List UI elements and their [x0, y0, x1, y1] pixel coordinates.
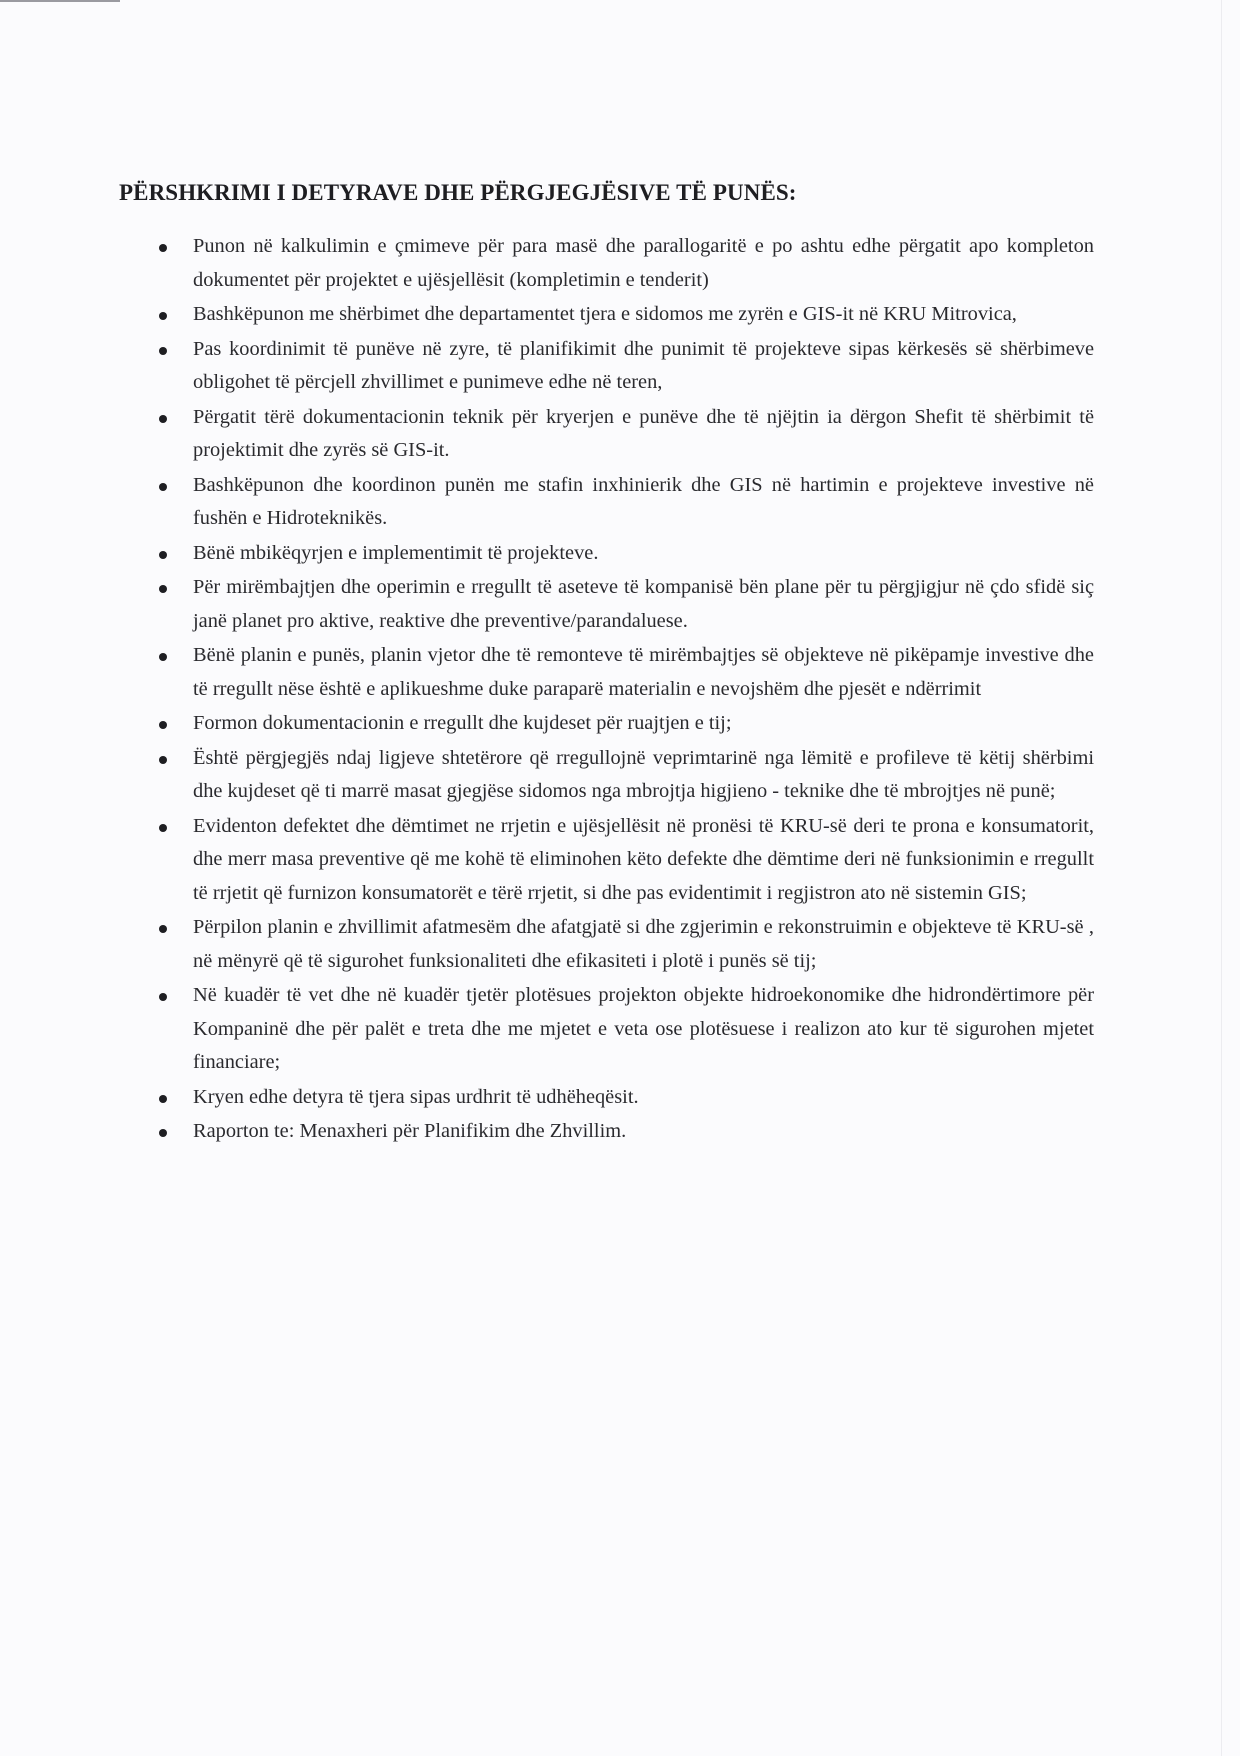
list-item-text: Është përgjegjës ndaj ligjeve shtetërore që rregullojnë veprimtarinë nga lëmitë e profileve të këtij shërbimi dhe kujdeset që ti marrë masat gjegjëse sidomos nga mbrojtja higjieno - teknike dhe të mbrojtjes në punë; [193, 746, 1094, 802]
section-heading: PËRSHKRIMI I DETYRAVE DHE PËRGJEGJËSIVE TË PUNËS: [119, 180, 797, 205]
list-item-text: Kryen edhe detyra të tjera sipas urdhrit të udhëheqësit. [193, 1085, 639, 1108]
bullet-icon [159, 1095, 167, 1103]
bullet-icon [159, 347, 167, 355]
list-item [119, 401, 1094, 468]
list-item-text: Përgatit tërë dokumentacionin teknik për kryerjen e punëve dhe të njëjtin ia dërgon Shefit të shërbimit të projektimit dhe zyrës së GIS-it. [193, 405, 1094, 461]
list-item [119, 1081, 1094, 1115]
bullet-icon [159, 312, 167, 320]
bullet-icon [159, 653, 167, 661]
list-item-text: Në kuadër të vet dhe në kuadër tjetër plotësues projekton objekte hidroekonomike dhe hidrondërtimore për Kompaninë dhe për palët e treta dhe me mjetet e veta ose plotësuese i realizon ato kur të sigurohen mjetet financiare; [193, 984, 1094, 1073]
list-item [119, 333, 1094, 400]
list-item [119, 537, 1094, 571]
bullet-icon [159, 824, 167, 832]
list-item-text: Bënë planin e punës, planin vjetor dhe të remonteve të mirëmbajtjes së objekteve në pikëpamje investive dhe të rregullt nëse është e aplikueshme duke paraparë materialin e nevojshëm dhe pjesët e ndërrimit [193, 644, 1094, 700]
bullet-icon [159, 244, 167, 252]
scan-edge-mark [0, 0, 120, 2]
bullet-icon [159, 756, 167, 764]
list-item-text: Formon dokumentacionin e rregullt dhe kujdeset për ruajtjen e tij; [193, 712, 732, 734]
list-item-text: Punon në kalkulimin e çmimeve për para masë dhe parallogaritë e po ashtu edhe përgatit apo kompleton dokumentet për projektet e ujësjellësit (kompletimin e tenderit) [193, 235, 1094, 291]
list-item [119, 298, 1094, 332]
scan-right-edge [1221, 0, 1222, 1756]
bullet-icon [159, 721, 167, 729]
list-item-text: Evidenton defektet dhe dëmtimet ne rrjetin e ujësjellësit në pronësi të KRU-së deri te prona e konsumatorit, dhe merr masa preventive që me kohë të eliminohen këto defekte dhe dëmtime deri në funksionimin e rregullt të rrjetit që furnizon konsumatorët e tërë rrjetit, si dhe pas evidentimit i regjistron ato në sistemin GIS; [193, 814, 1094, 904]
bullet-icon [159, 551, 167, 559]
bullet-icon [159, 415, 167, 423]
bullet-icon [159, 483, 167, 491]
list-item [119, 469, 1094, 536]
document-page [119, 180, 1094, 1150]
list-item [119, 1115, 1094, 1149]
list-item-text: Bënë mbikëqyrjen e implementimit të projekteve. [193, 541, 599, 564]
list-item-text: Bashkëpunon me shërbimet dhe departamentet tjera e sidomos me zyrën e GIS-it në KRU Mitrovica, [193, 303, 1017, 325]
list-item-text: Raporton te: Menaxheri për Planifikim dhe Zhvillim. [193, 1120, 627, 1142]
list-item [119, 571, 1094, 638]
list-item [119, 707, 1094, 741]
list-item [119, 639, 1094, 706]
list-item-text: Bashkëpunon dhe koordinon punën me stafin inxhinierik dhe GIS në hartimin e projekteve investive në fushën e Hidroteknikës. [193, 473, 1094, 529]
list-item-text: Pas koordinimit të punëve në zyre, të planifikimit dhe punimit të projekteve sipas kërkesës së shërbimeve obligohet të përcjell zhvillimet e punimeve edhe në teren, [193, 337, 1094, 393]
list-item [119, 742, 1094, 809]
list-item-text: Përpilon planin e zhvillimit afatmesëm dhe afatgjatë si dhe zgjerimin e rekonstruimin e objekteve të KRU-së , në mënyrë që të sigurohet funksionaliteti dhe efikasiteti i plotë i punës së tij; [193, 916, 1094, 972]
duties-list [119, 230, 1094, 1149]
list-item-text: Për mirëmbajtjen dhe operimin e rregullt të aseteve të kompanisë bën plane për tu përgjigjur në çdo sfidë siç janë planet pro aktive, reaktive dhe preventive/parandaluese. [193, 576, 1094, 632]
list-item [119, 911, 1094, 978]
list-item [119, 230, 1094, 297]
bullet-icon [159, 925, 167, 933]
list-item [119, 979, 1094, 1080]
bullet-icon [159, 585, 167, 593]
list-item [119, 810, 1094, 911]
bullet-icon [159, 993, 167, 1001]
bullet-icon [159, 1129, 167, 1137]
